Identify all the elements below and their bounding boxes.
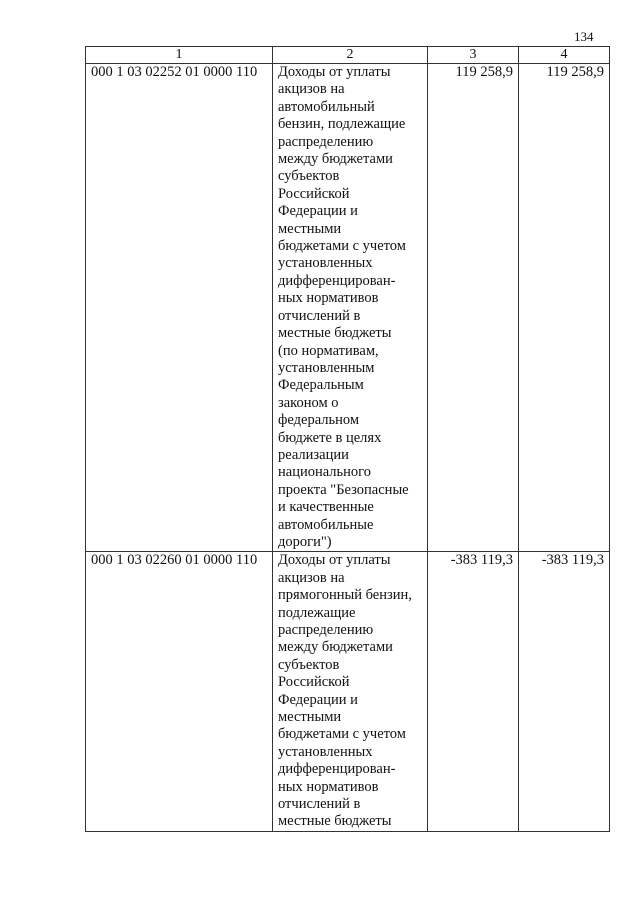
amount-cell-col4: -383 119,3: [519, 552, 610, 832]
revenue-table: [85, 46, 610, 832]
description-cell: Доходы от уплаты акцизов на прямогонный бензин, подлежащие распределению между бюджетами субъектов Российской Федерации и местными бюджетами с учетом установленных дифференцирован- ных нормативов отчислений в местные бюджеты: [273, 552, 428, 832]
table-row: [86, 64, 610, 552]
amount-cell-col4: 119 258,9: [519, 64, 610, 552]
amount-cell-col3: 119 258,9: [428, 64, 519, 552]
column-header-1: 1: [86, 47, 273, 64]
column-header-2: 2: [273, 47, 428, 64]
column-header-3: 3: [428, 47, 519, 64]
description-cell: Доходы от уплаты акцизов на автомобильный бензин, подлежащие распределению между бюджетами субъектов Российской Федерации и местными бюджетами с учетом установленных дифференцирован- ных нормативов отчислений в местные бюджеты (по нормативам, установленным Федеральным законом о федеральном бюджете в целях реализации национального проекта "Безопасные и качественные автомобильные дороги"): [273, 64, 428, 552]
budget-code-cell: 000 1 03 02260 01 0000 110: [86, 552, 273, 832]
budget-code-cell: 000 1 03 02252 01 0000 110: [86, 64, 273, 552]
table-header-row: [86, 47, 610, 64]
column-header-4: 4: [519, 47, 610, 64]
page-number: 134: [574, 29, 594, 44]
table-row: [86, 552, 610, 832]
amount-cell-col3: -383 119,3: [428, 552, 519, 832]
